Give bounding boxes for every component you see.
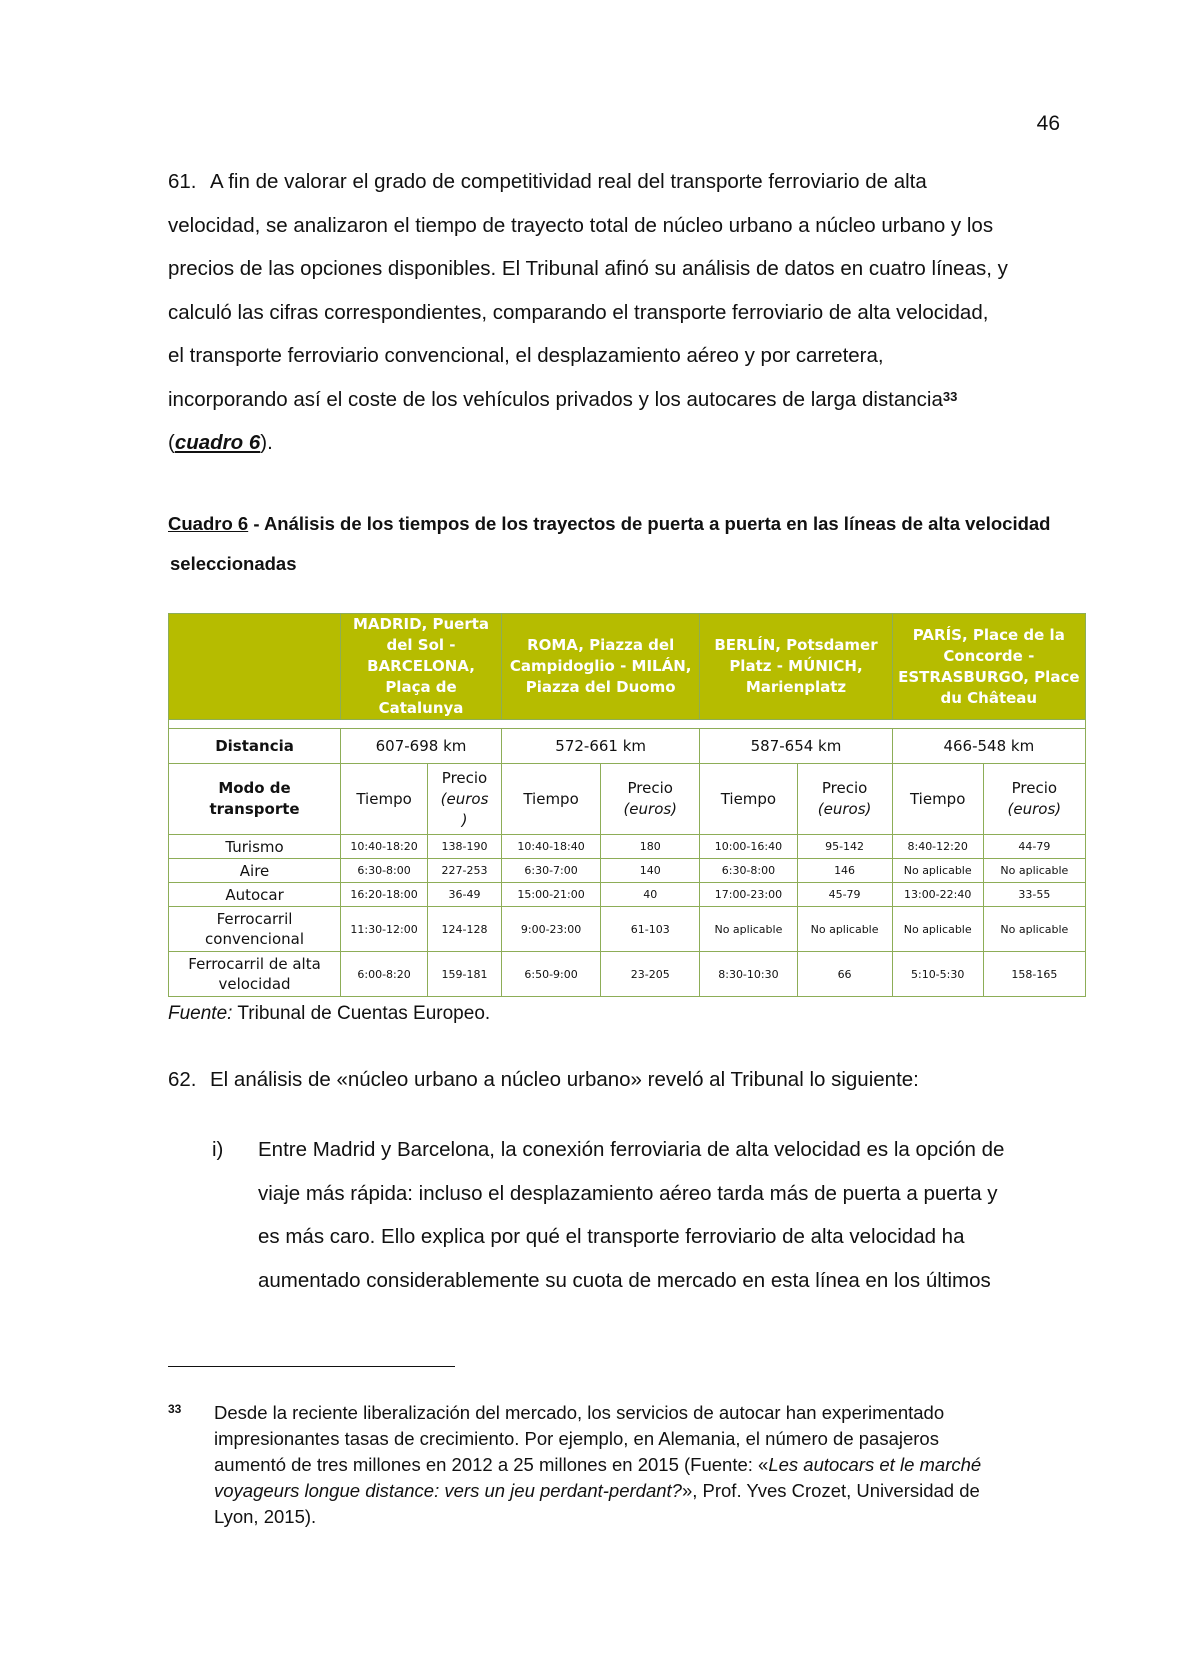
list-item-line: es más caro. Ello explica por qué el transporte ferroviario de alta velocidad ha — [258, 1225, 965, 1248]
footnote-line: Lyon, 2015). — [214, 1506, 317, 1527]
list-item-number: i) — [212, 1138, 224, 1161]
data-cell: 5:10-5:30 — [892, 952, 983, 997]
data-cell: No aplicable — [797, 907, 892, 952]
price-unit-end: ) — [461, 810, 468, 829]
paragraph-line: velocidad, se analizaron el tiempo de trayecto total de núcleo urbano a núcleo urbano y los — [168, 213, 994, 237]
data-cell: 16:20-18:00 — [341, 883, 428, 907]
mode-label: Modo de transporte — [169, 764, 341, 835]
distance-cell: 607-698 km — [341, 729, 502, 764]
distance-cell: 466-548 km — [892, 729, 1085, 764]
paragraph-number: 62. — [168, 1068, 197, 1091]
data-cell: No aplicable — [892, 907, 983, 952]
data-cell: 33-55 — [983, 883, 1085, 907]
data-cell: 95-142 — [797, 835, 892, 859]
time-header: Tiempo — [892, 764, 983, 835]
caption-title: - Análisis de los tiempos de los trayectos de puerta a puerta en las líneas de alta velocidad — [248, 513, 1051, 534]
data-cell: No aplicable — [983, 907, 1085, 952]
list-item-line: aumentado considerablemente su cuota de mercado en esta línea en los últimos — [258, 1268, 991, 1292]
paragraph-number: 61. — [168, 170, 197, 193]
footnote-citation: voyageurs longue distance: vers un jeu perdant-perdant? — [214, 1480, 682, 1501]
route-header-row — [169, 614, 1086, 720]
spacer-row — [169, 720, 1086, 729]
data-cell: 6:00-8:20 — [341, 952, 428, 997]
price-label: Precio — [821, 779, 868, 797]
time-header: Tiempo — [341, 764, 428, 835]
data-cell: 227-253 — [428, 859, 502, 883]
data-cell: 9:00-23:00 — [501, 907, 600, 952]
paragraph-line: A fin de valorar el grado de competitividad real del transporte ferroviario de alta — [210, 170, 927, 193]
data-cell: No aplicable — [983, 859, 1085, 883]
footnote-line: impresionantes tasas de crecimiento. Por ejemplo, en Alemania, el número de pasajeros — [214, 1428, 939, 1449]
footnote-line: », Prof. Yves Crozet, Universidad de — [681, 1480, 980, 1501]
table-row — [169, 859, 1086, 883]
data-cell: 138-190 — [428, 835, 502, 859]
footnote-mark: 33 — [168, 1402, 182, 1416]
data-cell: 15:00-21:00 — [501, 883, 600, 907]
data-cell: 10:00-16:40 — [700, 835, 797, 859]
table-row — [169, 835, 1086, 859]
data-cell: 6:50-9:00 — [501, 952, 600, 997]
paragraph-line: el transporte ferroviario convencional, el desplazamiento aéreo y por carretera, — [168, 344, 884, 367]
time-header: Tiempo — [501, 764, 600, 835]
data-cell: 140 — [601, 859, 700, 883]
data-cell: 61-103 — [601, 907, 700, 952]
data-cell: No aplicable — [700, 907, 797, 952]
data-cell: 124-128 — [428, 907, 502, 952]
data-cell: 180 — [601, 835, 700, 859]
mode-cell: Turismo — [169, 835, 341, 859]
paragraph-61 — [168, 160, 1068, 465]
header-corner — [169, 614, 341, 720]
data-cell: 158-165 — [983, 952, 1085, 997]
data-cell: 8:40-12:20 — [892, 835, 983, 859]
distance-cell: 587-654 km — [700, 729, 892, 764]
price-header — [983, 764, 1085, 835]
caption-title-cont: seleccionadas — [170, 553, 297, 574]
price-label: Precio — [627, 779, 673, 797]
data-cell: 8:30-10:30 — [700, 952, 797, 997]
price-header — [797, 764, 892, 835]
data-cell: 36-49 — [428, 883, 502, 907]
data-cell: 44-79 — [983, 835, 1085, 859]
list-item-line: Entre Madrid y Barcelona, la conexión ferroviaria de alta velocidad es la opción de — [258, 1138, 1005, 1161]
table-row — [169, 907, 1086, 952]
distance-cell: 572-661 km — [501, 729, 699, 764]
route-header: ROMA, Piazza del Campidoglio - MILÁN, Piazza del Duomo — [501, 614, 699, 720]
route-header: MADRID, Puerta del Sol - BARCELONA, Plaça de Catalunya — [341, 614, 502, 720]
data-cell: 40 — [601, 883, 700, 907]
distance-label: Distancia — [169, 729, 341, 764]
data-cell: 146 — [797, 859, 892, 883]
footnote-separator — [168, 1366, 455, 1367]
data-cell: 6:30-8:00 — [700, 859, 797, 883]
data-cell: 23-205 — [601, 952, 700, 997]
source-label: Fuente: — [168, 1003, 233, 1024]
mode-cell: Autocar — [169, 883, 341, 907]
data-cell: 6:30-7:00 — [501, 859, 600, 883]
paren-open: ( — [168, 431, 175, 454]
route-header: PARÍS, Place de la Concorde - ESTRASBURGO, Place du Château — [892, 614, 1085, 720]
data-cell: No aplicable — [892, 859, 983, 883]
price-unit: (euros) — [623, 800, 678, 818]
data-cell: 13:00-22:40 — [892, 883, 983, 907]
data-cell: 66 — [797, 952, 892, 997]
price-header — [428, 764, 502, 835]
table-source — [168, 1003, 490, 1025]
table-caption — [168, 504, 1078, 584]
data-cell: 45-79 — [797, 883, 892, 907]
data-cell: 10:40-18:20 — [341, 835, 428, 859]
caption-label: Cuadro 6 — [168, 513, 249, 534]
distance-row — [169, 729, 1086, 764]
paragraph-line: calculó las cifras correspondientes, comparando el transporte ferroviario de alta velocidad, — [168, 300, 989, 324]
data-cell: 159-181 — [428, 952, 502, 997]
price-label: Precio — [1011, 779, 1058, 797]
paragraph-62 — [168, 1058, 1068, 1102]
mode-cell: Aire — [169, 859, 341, 883]
price-unit: (euros) — [817, 800, 872, 818]
footnote-line: Desde la reciente liberalización del mercado, los servicios de autocar han experimentado — [214, 1402, 945, 1423]
price-unit: (euros — [440, 789, 489, 808]
data-cell: 6:30-8:00 — [341, 859, 428, 883]
data-cell: 17:00-23:00 — [700, 883, 797, 907]
table-row — [169, 883, 1086, 907]
mode-cell: Ferrocarril de alta velocidad — [169, 952, 341, 997]
table-row — [169, 952, 1086, 997]
paren-close: ). — [260, 431, 273, 454]
footnote-citation: Les autocars et le marché — [768, 1454, 982, 1475]
route-header: BERLÍN, Potsdamer Platz - MÚNICH, Marienplatz — [700, 614, 892, 720]
time-header: Tiempo — [700, 764, 797, 835]
page-number: 46 — [1036, 112, 1060, 135]
mode-cell: Ferrocarril convencional — [169, 907, 341, 952]
price-unit: (euros) — [1007, 800, 1062, 818]
source-text: Tribunal de Cuentas Europeo. — [232, 1003, 491, 1024]
travel-times-table — [168, 613, 1086, 997]
mode-header-row — [169, 764, 1086, 835]
footnote-reference[interactable]: 33 — [942, 388, 958, 404]
paragraph-line: El análisis de «núcleo urbano a núcleo urbano» reveló al Tribunal lo siguiente: — [210, 1068, 919, 1091]
list-item-line: viaje más rápida: incluso el desplazamiento aéreo tarda más de puerta a puerta y — [258, 1181, 998, 1205]
table-reference-link[interactable]: cuadro 6 — [174, 431, 261, 454]
price-header — [601, 764, 700, 835]
footnote-line: aumentó de tres millones en 2012 a 25 millones en 2015 (Fuente: « — [214, 1454, 769, 1475]
paragraph-line: incorporando así el coste de los vehículos privados y los autocares de larga distancia — [168, 387, 943, 411]
data-cell: 11:30-12:00 — [341, 907, 428, 952]
data-cell: 10:40-18:40 — [501, 835, 600, 859]
price-label: Precio — [441, 768, 488, 787]
paragraph-line: precios de las opciones disponibles. El Tribunal afinó su análisis de datos en cuatro líneas, y — [168, 257, 1008, 280]
